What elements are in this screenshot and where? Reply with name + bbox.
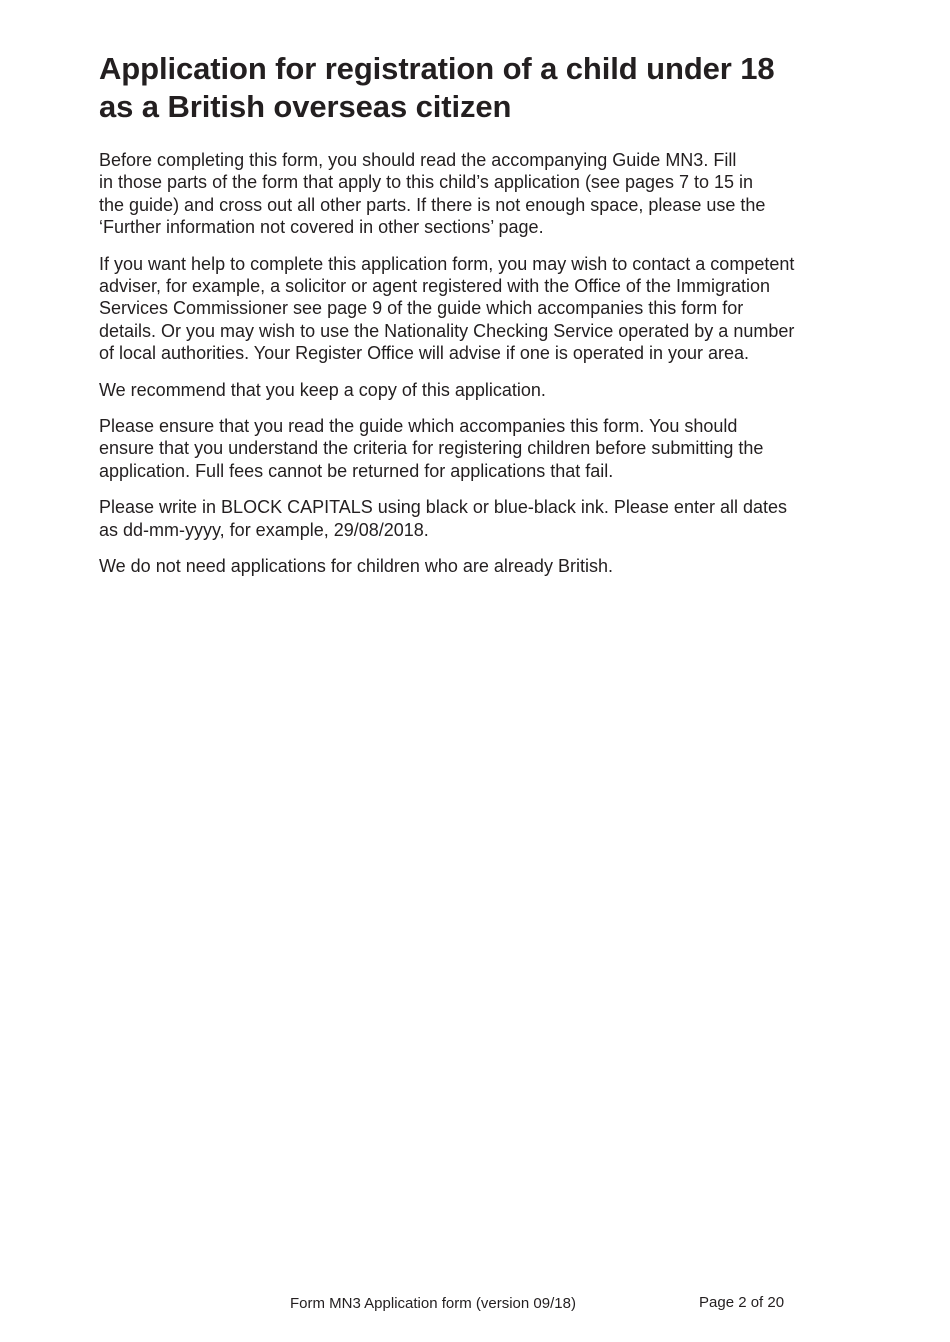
- title-line: Application for registration of a child under 18: [99, 51, 775, 86]
- criteria-paragraph: [99, 415, 859, 482]
- intro-paragraph-read-guide: [99, 149, 859, 239]
- paragraph-line: Services Commissioner see page 9 of the guide which accompanies this form for: [99, 298, 744, 319]
- paragraph-line: ‘Further information not covered in other sections’ page.: [99, 217, 544, 238]
- paragraph-line: the guide) and cross out all other parts. If there is not enough space, please use the: [99, 194, 766, 215]
- keep-copy-paragraph: [99, 379, 859, 401]
- paragraph-line: We recommend that you keep a copy of this application.: [99, 379, 546, 400]
- paragraph-line: as dd-mm-yyyy, for example, 29/08/2018.: [99, 519, 429, 540]
- footer-page-number: Page 2 of 20: [699, 1294, 785, 1311]
- paragraph-line: of local authorities. Your Register Office will advise if one is operated in your area.: [99, 343, 750, 364]
- paragraph-line: If you want help to complete this application form, you may wish to contact a competent: [99, 253, 795, 274]
- page-title: [99, 50, 859, 126]
- footer-form-label: Form MN3 Application form (version 09/18): [290, 1295, 576, 1312]
- paragraph-line: ensure that you understand the criteria for registering children before submitting the: [99, 438, 764, 459]
- already-british-paragraph: [99, 555, 859, 577]
- paragraph-line: adviser, for example, a solicitor or agent registered with the Office of the Immigration: [99, 276, 770, 297]
- paragraph-line: in those parts of the form that apply to this child’s application (see pages 7 to 15 in: [99, 172, 754, 193]
- title-line: as a British overseas citizen: [99, 89, 512, 124]
- page-content: [99, 50, 859, 592]
- paragraph-line: details. Or you may wish to use the Nationality Checking Service operated by a number: [99, 320, 795, 341]
- paragraph-line: Before completing this form, you should read the accompanying Guide MN3. Fill: [99, 150, 737, 170]
- help-paragraph: [99, 253, 859, 365]
- block-capitals-paragraph: [99, 496, 859, 541]
- paragraph-line: Please ensure that you read the guide which accompanies this form. You should: [99, 416, 738, 437]
- paragraph-line: Please write in BLOCK CAPITALS using black or blue-black ink. Please enter all dates: [99, 497, 787, 518]
- paragraph-line: We do not need applications for children who are already British.: [99, 556, 613, 577]
- paragraph-line: application. Full fees cannot be returned for applications that fail.: [99, 460, 614, 481]
